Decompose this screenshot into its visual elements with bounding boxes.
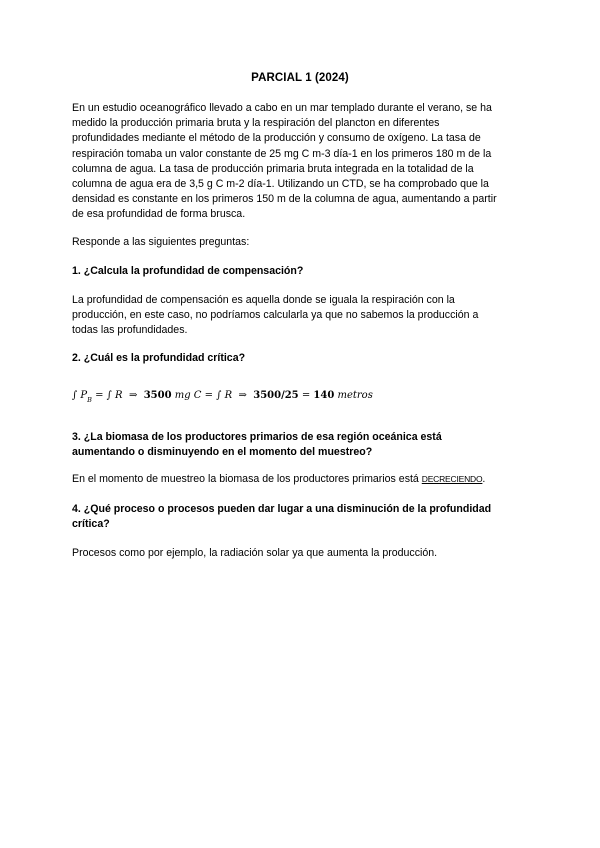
intro-line: medido la producción primaria bruta y la respiración del plancton en diferentes (72, 117, 440, 130)
answer-1 (72, 293, 522, 339)
intro-line: columna de agua era de 3,5 g C m-2 día-1. Utilizando un CTD, se ha comprobado que la (72, 178, 489, 191)
answer-line: todas las profundidades. (72, 324, 188, 337)
formula-equals-integral-r: = ∫ R (204, 390, 233, 401)
question-line: aumentando o disminuyendo en el momento del muestreo? (72, 446, 373, 459)
question-line: crítica? (72, 518, 110, 531)
question-4 (72, 502, 522, 532)
intro-line: respiración tomaba un valor constante de 25 mg C m-3 día-1 en los primeros 180 m de la (72, 147, 492, 160)
question-line: 4. ¿Qué proceso o procesos pueden dar lugar a una disminución de la profundidad (72, 503, 492, 515)
intro-line: densidad es constante en los primeros 150 m de la columna de agua, aumentando a partir (72, 193, 497, 206)
answer-emphasis: DECRECIENDO (421, 474, 483, 484)
formula-result-unit: metros (337, 390, 373, 401)
question-1: 1. ¿Calcula la profundidad de compensación? (72, 265, 304, 277)
formula-expression: 3500/25 (253, 390, 299, 401)
intro-line: En un estudio oceanográfico llevado a cabo en un mar templado durante el verano, se ha (72, 102, 492, 114)
integral-symbol: ∫ (72, 390, 78, 401)
answer-text: En el momento de muestreo la biomasa de los productores primarios está (72, 473, 422, 485)
question-line: 3. ¿La biomasa de los productores primarios de esa región oceánica está (72, 431, 442, 443)
answer-3 (72, 472, 522, 487)
formula-value: 3500 (143, 390, 172, 401)
intro-line: de esa profundidad de forma brusca. (72, 208, 246, 221)
intro-line: profundidades mediante el método de la producción y consumo de oxígeno. La tasa de (72, 132, 481, 145)
formula-p: P (80, 390, 88, 401)
question-3 (72, 430, 522, 460)
answer-4: Procesos como por ejemplo, la radiación solar ya que aumenta la producción. (72, 547, 438, 559)
formula-result: 140 (313, 390, 335, 401)
intro-line: columna de agua. La tasa de producción primaria bruta integrada en la totalidad de la (72, 162, 474, 175)
critical-depth-formula (72, 388, 532, 404)
formula-equals: = (301, 390, 311, 401)
answer-line: producción, en este caso, no podríamos calcularla ya que no sabemos la producción a (72, 309, 479, 322)
answer-suffix: . (482, 473, 486, 485)
instructions-prompt: Responde a las siguientes preguntas: (72, 236, 250, 248)
intro-paragraph (72, 101, 522, 223)
formula-unit: mg C (174, 390, 202, 401)
page-title: PARCIAL 1 (2024) (251, 72, 349, 84)
answer-line: La profundidad de compensación es aquella donde se iguala la respiración con la (72, 294, 455, 306)
implies-arrow: ⇒ (238, 390, 247, 401)
implies-arrow: ⇒ (128, 390, 138, 401)
question-2: 2. ¿Cuál es la profundidad crítica? (72, 352, 246, 364)
formula-equals-integral-r: = ∫ R (95, 390, 123, 401)
formula-p-subscript: B (87, 396, 92, 404)
